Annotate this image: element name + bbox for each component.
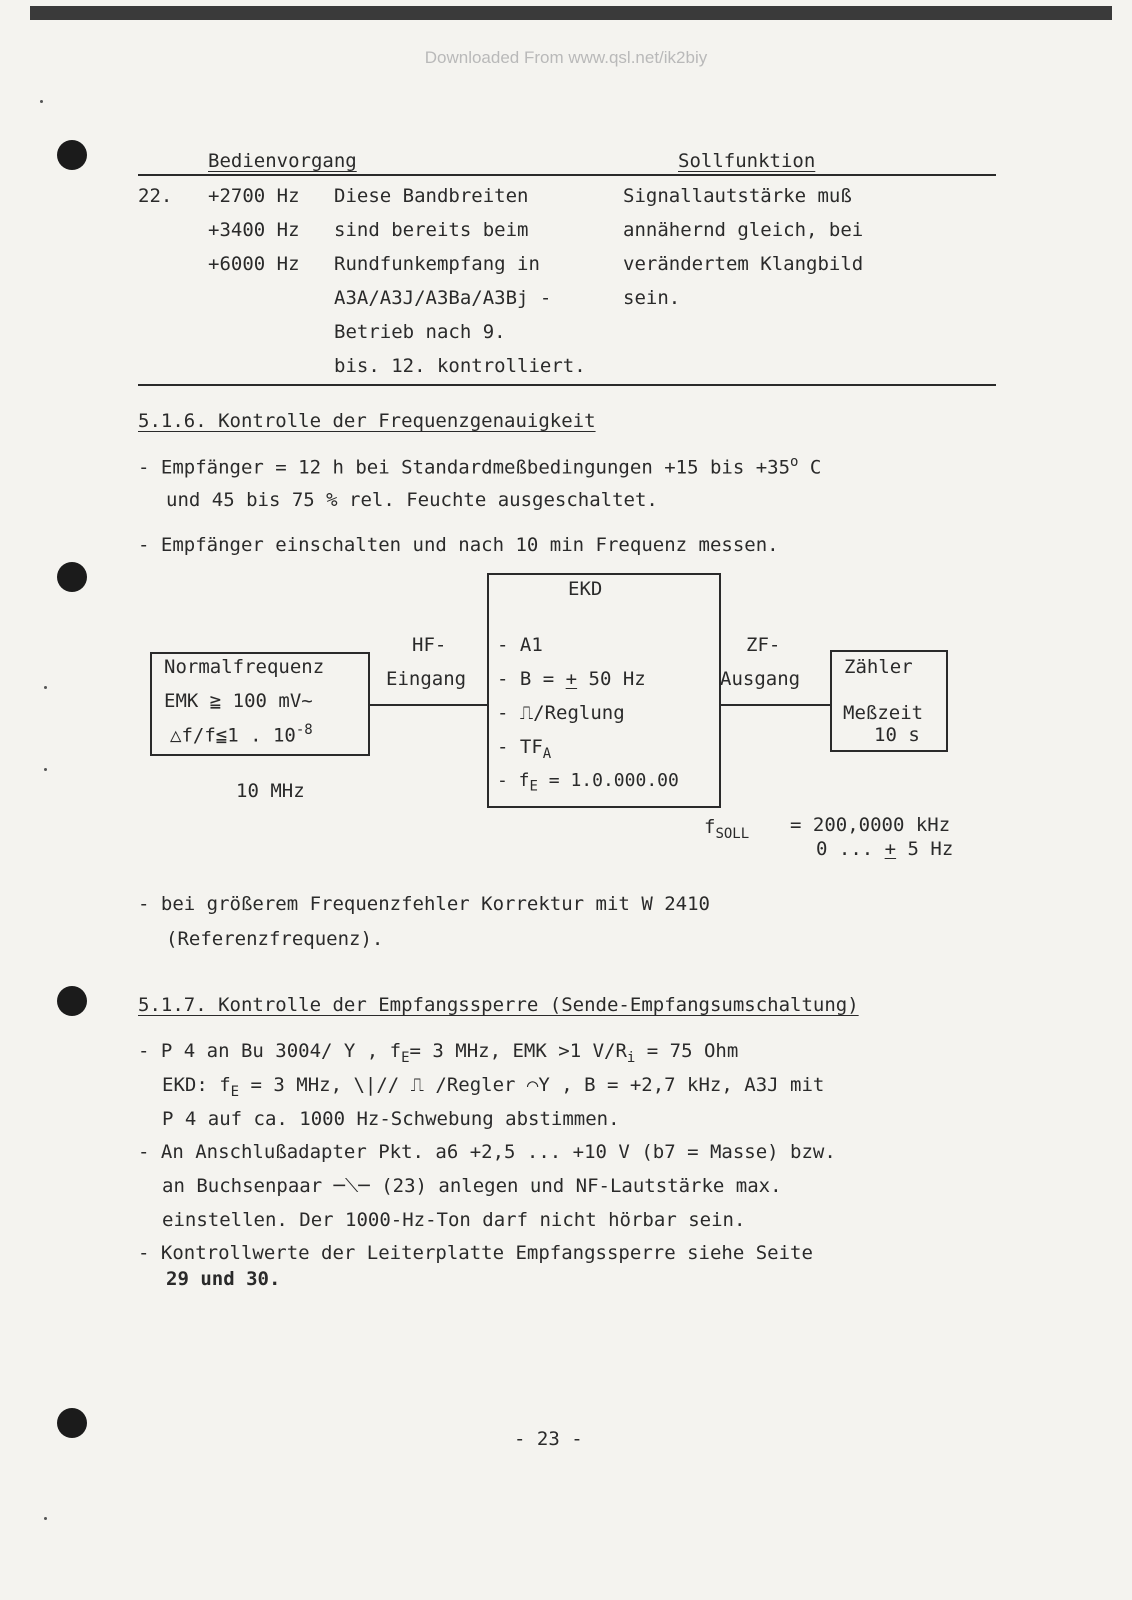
ekd-item: - $TF_A$ [497, 736, 552, 762]
bullet-text: (Referenzfrequenz). [166, 928, 384, 950]
fsoll-value: = 200,0000 kHz [790, 814, 951, 836]
table-top-rule [138, 174, 996, 176]
normalfrequenz-title: Normalfrequenz [164, 656, 325, 678]
normalfrequenz-df: △f/f≦1 . $10^{-8}$ [170, 722, 313, 747]
desc-line: A3A/A3J/A3Ba/A3Bj - [334, 287, 552, 309]
punch-hole [57, 986, 87, 1016]
ekd-item: - B = + 50 Hz [497, 668, 646, 690]
freq-3: +6000 Hz [208, 253, 300, 275]
normalfrequenz-freq: 10 MHz [236, 780, 305, 802]
row-number: 22. [138, 185, 173, 207]
soll-line: verändertem Klangbild [623, 253, 864, 275]
table-bottom-rule [138, 384, 996, 386]
ekd-item: - $f_E = 1.0.000.00$ [497, 770, 679, 795]
soll-line: Signallautstärke muß [623, 185, 852, 207]
scan-speck [44, 1517, 47, 1520]
ekd-item: - A1 [497, 634, 543, 656]
hf-label: Eingang [386, 668, 467, 690]
soll-line: annähernd gleich, bei [623, 219, 864, 241]
zf-label: ZF- [746, 634, 781, 656]
bullet-text: - Empfänger = 12 h bei Standardmeßbedingungen +15 bis $+35^o$ C [138, 454, 822, 479]
punch-hole [57, 562, 87, 592]
scan-speck [40, 100, 43, 103]
soll-line: sein. [623, 287, 681, 309]
bullet-text: - bei größerem Frequenzfehler Korrektur mit W 2410 [138, 893, 710, 915]
bullet-text: - An Anschlußadapter Pkt. a6 +2,5 ... +10 V (b7 = Masse) bzw. [138, 1141, 836, 1163]
bullet-text: - Kontrollwerte der Leiterplatte Empfangssperre siehe Seite [138, 1242, 813, 1264]
hf-wire [370, 704, 488, 706]
col-header-sollfunktion: Sollfunktion [678, 150, 816, 172]
counter-title: Zähler [844, 656, 913, 678]
punch-hole [57, 140, 87, 170]
fsoll-symbol: $f_{SOLL}$ [704, 816, 750, 842]
freq-1: +2700 Hz [208, 185, 300, 207]
scan-speck [44, 768, 47, 771]
scan-top-edge [30, 6, 1112, 20]
fsoll-tolerance: 0 ... + 5 Hz [816, 838, 954, 860]
bullet-text: EKD: $f_E = 3$ MHz, \|// ⎍ /Regler ⌒Y , B = +2,7 kHz, A3J mit [162, 1074, 825, 1100]
hf-label: HF- [412, 634, 447, 656]
bullet-text: und 45 bis 75 % rel. Feuchte ausgeschaltet. [166, 489, 658, 511]
punch-hole [57, 1408, 87, 1438]
zf-wire [721, 704, 831, 706]
bullet-text: 29 und 30. [166, 1268, 281, 1290]
desc-line: sind bereits beim [334, 219, 529, 241]
ekd-item: - ⎍/Reglung [497, 702, 625, 724]
section-heading-516: 5.1.6. Kontrolle der Frequenzgenauigkeit [138, 410, 596, 432]
section-heading-517: 5.1.7. Kontrolle der Empfangssperre (Sende-Empfangsumschaltung) [138, 994, 859, 1016]
page-number: - 23 - [514, 1428, 583, 1450]
bullet-text: - P 4 an Bu 3004/ Y , $f_E= 3$ MHz, EMK >1 $V/R_i = 75$ Ohm [138, 1040, 739, 1066]
zf-label: Ausgang [720, 668, 801, 690]
counter-text: Meßzeit [843, 702, 924, 724]
watermark: Downloaded From www.qsl.net/ik2biy [424, 48, 708, 67]
col-header-bedienvorgang: Bedienvorgang [208, 150, 357, 172]
scan-speck [44, 686, 47, 689]
desc-line: Diese Bandbreiten [334, 185, 529, 207]
normalfrequenz-emk: EMK ≧ 100 mV~ [164, 690, 313, 712]
bullet-text: - Empfänger einschalten und nach 10 min Frequenz messen. [138, 534, 779, 556]
ekd-title: EKD [568, 578, 603, 600]
bullet-text: einstellen. Der 1000-Hz-Ton darf nicht hörbar sein. [162, 1209, 746, 1231]
bullet-text: P 4 auf ca. 1000 Hz-Schwebung abstimmen. [162, 1108, 620, 1130]
counter-text: 10 s [874, 724, 920, 746]
desc-line: Betrieb nach 9. [334, 321, 506, 343]
desc-line: Rundfunkempfang in [334, 253, 540, 275]
bullet-text: an Buchsenpaar ─⟍─ (23) anlegen und NF-Lautstärke max. [162, 1175, 782, 1197]
freq-2: +3400 Hz [208, 219, 300, 241]
desc-line: bis. 12. kontrolliert. [334, 355, 586, 377]
